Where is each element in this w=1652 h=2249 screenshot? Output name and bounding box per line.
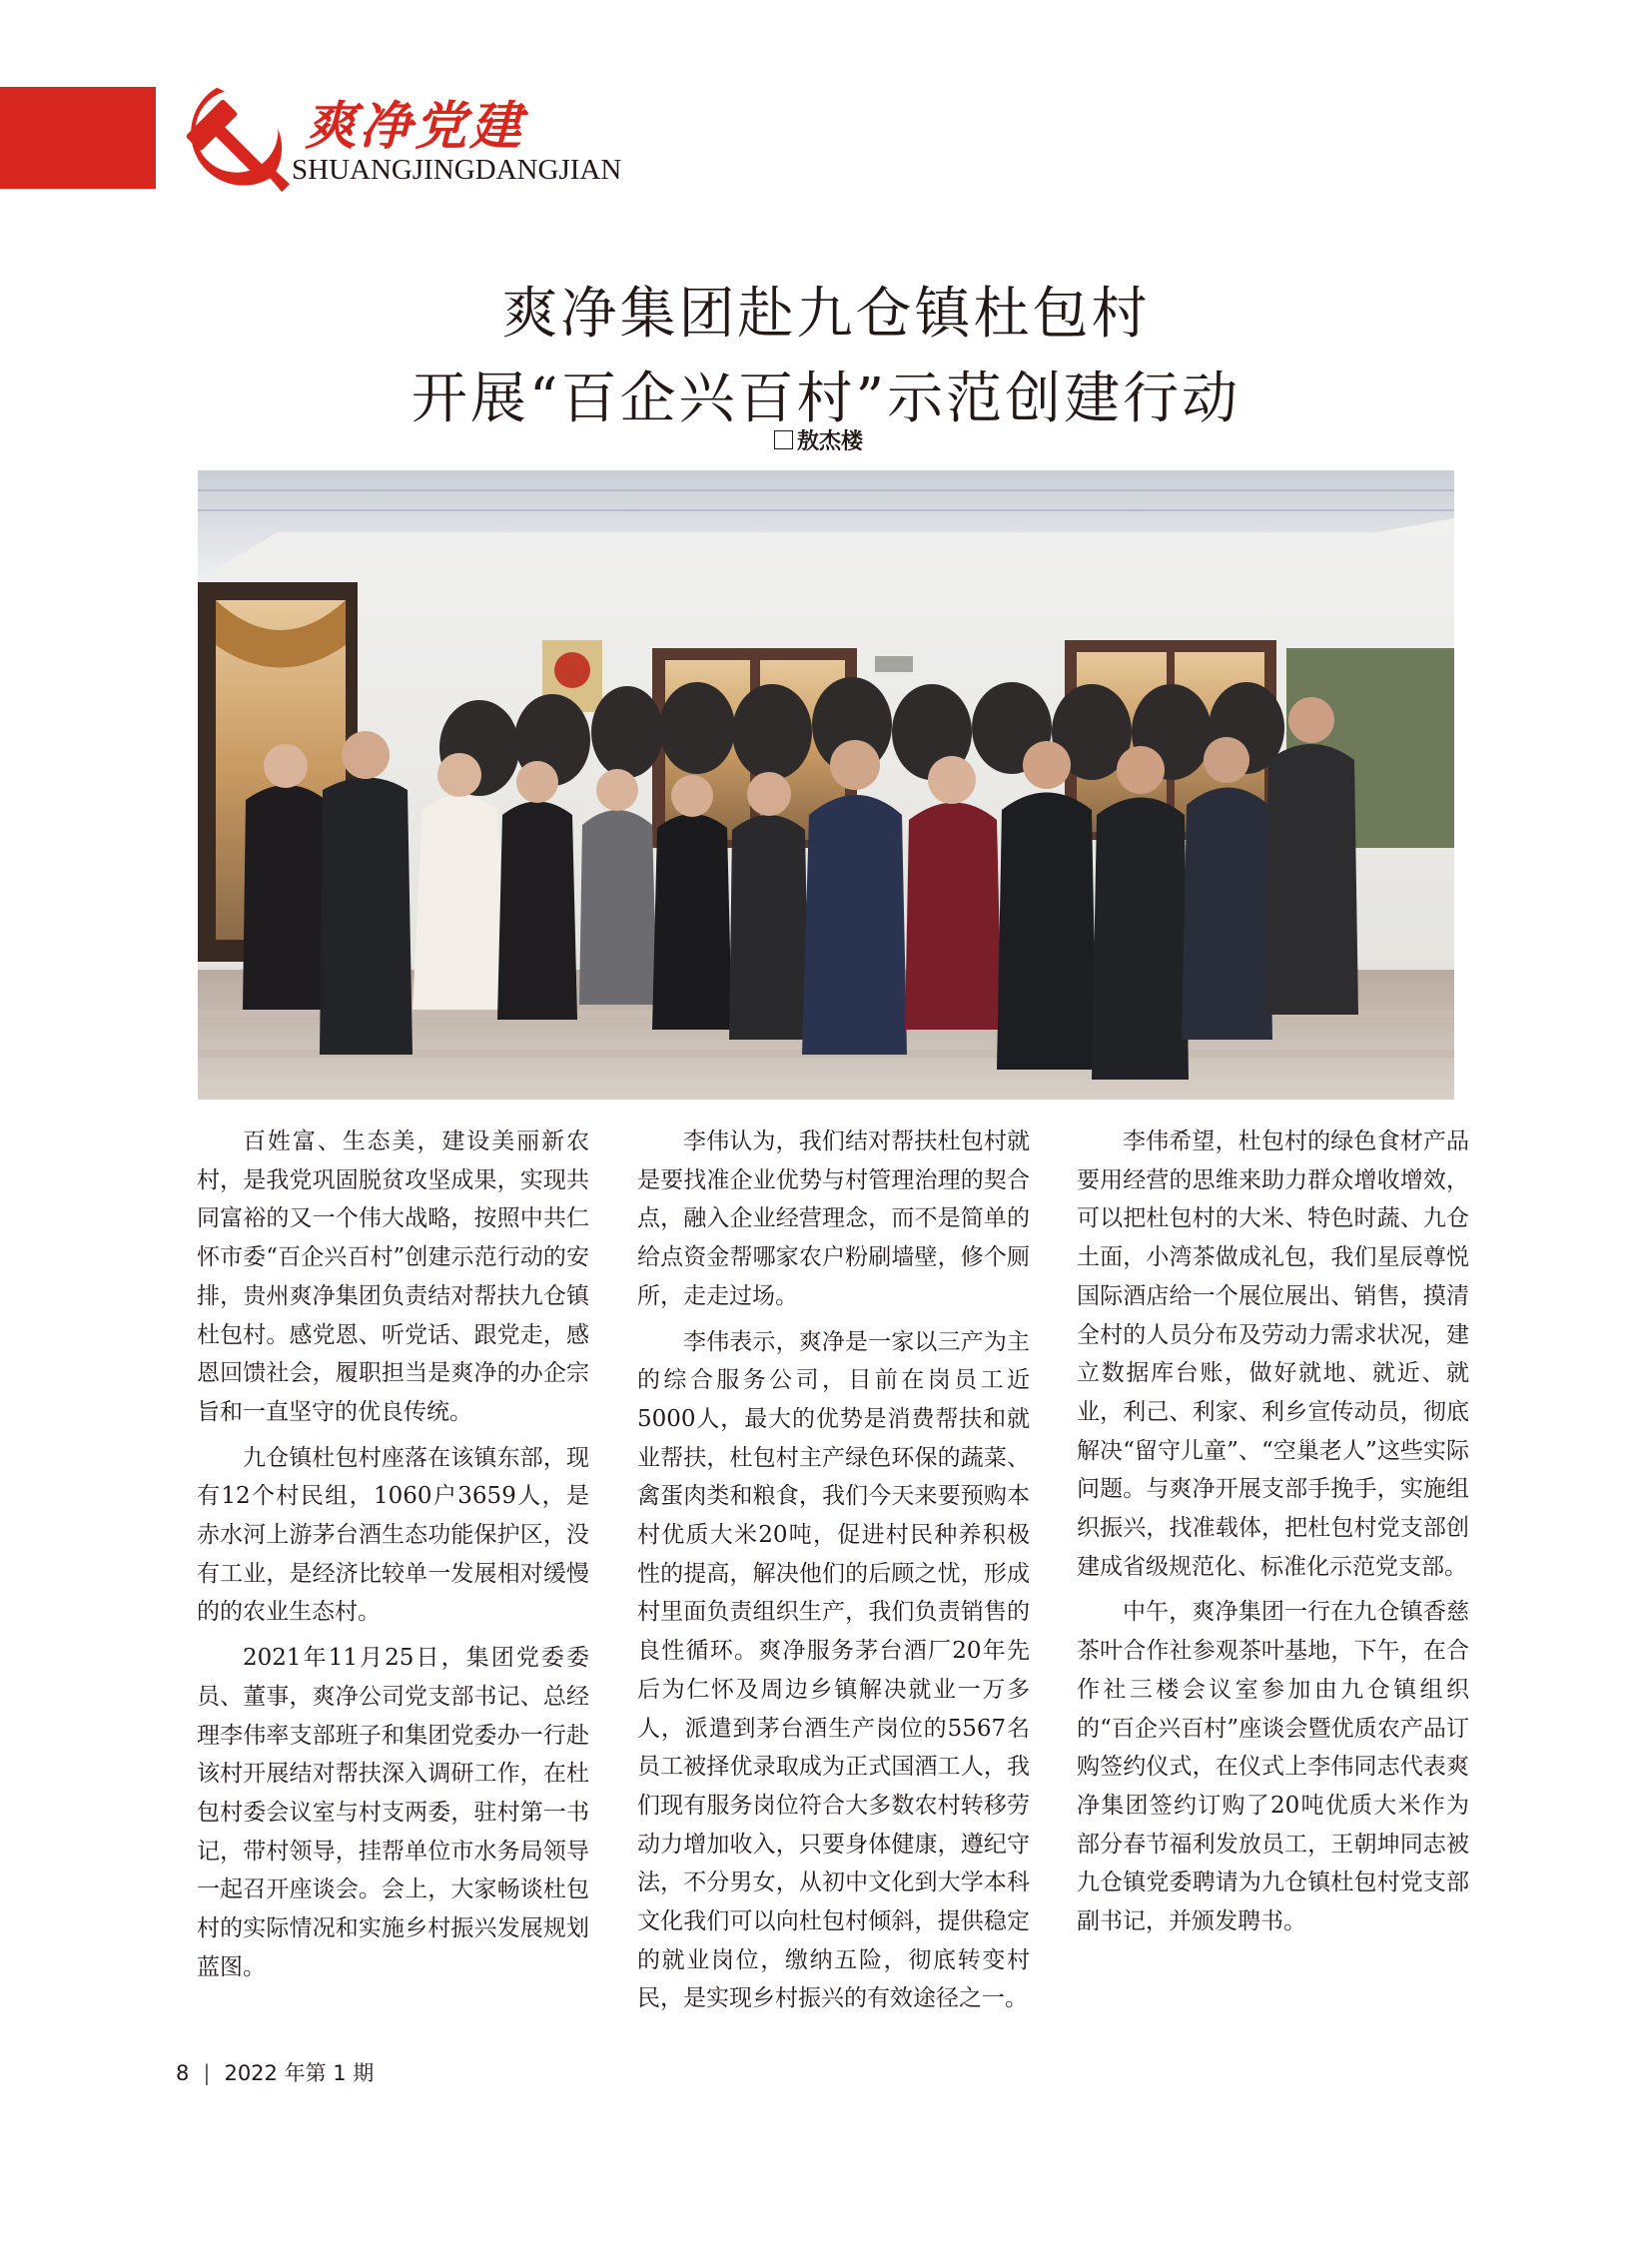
- hammer-sickle-icon: [160, 70, 298, 208]
- article-column-2: [637, 1123, 1030, 2025]
- paragraph: 中午，爽净集团一行在九仓镇香慈茶叶合作社参观茶叶基地，下午，在合作社三楼会议室参加由九仓镇组织的“百企兴百村”座谈会暨优质农产品订购签约仪式，在仪式上李伟同志代表爽净集团签约订购了20吨优质大米作为部分春节福利发放员工，王朝坤同志被九仓镇党委聘请为九仓镇杜包村党支部副书记，并颁发聘书。: [1077, 1599, 1469, 1935]
- author-name: 敖杰楼: [797, 429, 864, 454]
- article-title-line2: 开展“百企兴百村”示范创建行动: [411, 367, 1241, 431]
- issue-label: 2022 年第 1 期: [224, 2061, 375, 2085]
- paragraph: 2021年11月25日，集团党委委员、董事，爽净公司党支部书记、总经理李伟率支部班子和集团党委办一行赴该村开展结对帮扶深入调研工作，在杜包村委会议室与村支两委，驻村第一书记，带村领导，挂帮单位市水务局领导一起召开座谈会。会上，大家畅谈杜包村的实际情况和实施乡村振兴发展规划蓝图。: [197, 1645, 589, 1980]
- page-number: 8: [176, 2061, 190, 2085]
- brand-title-en: SHUANGJINGDANGJIAN: [292, 154, 622, 186]
- page-footer: [176, 2057, 374, 2087]
- paragraph: 李伟表示，爽净是一家以三产为主的综合服务公司，目前在岗员工近5000人，最大的优势是消费帮扶和就业帮扶，杜包村主产绿色环保的蔬菜、禽蛋肉类和粮食，我们今天来要预购本村优质大米20吨，促进村民种养积极性的提高，解决他们的后顾之忧，形成村里面负责组织生产，我们负责销售的良性循环。爽净服务茅台酒厂20年先后为仁怀及周边乡镇解决就业一万多人，派遣到茅台酒生产岗位的5567名员工被择优录取成为正式国酒工人，我们现有服务岗位符合大多数农村转移劳动力增加收入，只要身体健康，遵纪守法，不分男女，从初中文化到大学本科文化我们可以向杜包村倾斜，提供稳定的就业岗位，缴纳五险，彻底转变村民，是实现乡村振兴的有效途径之一。: [637, 1328, 1030, 2012]
- paragraph: 李伟希望，杜包村的绿色食材产品要用经营的思维来助力群众增收增效，可以把杜包村的大米、特色时蔬、九仓土面，小湾茶做成礼包，我们星辰尊悦国际酒店给一个展位展出、销售，摸清全村的人员分布及劳动力需求状况，建立数据库台账，做好就地、就近、就业，利己、利家、利乡宣传动员，彻底解决“留守儿童”、“空巢老人”这些实际问题。与爽净开展支部手挽手，实施组织振兴，找准载体，把杜包村党支部创建成省级规范化、标准化示范党支部。: [1077, 1128, 1469, 1580]
- paragraph: 李伟认为，我们结对帮扶杜包村就是要找准企业优势与村管理治理的契合点，融入企业经营理念，而不是简单的给点资金帮哪家农户粉刷墙壁，修个厕所，走走过场。: [637, 1128, 1030, 1309]
- brand-title-cn: 爽净党建: [305, 97, 525, 157]
- article-column-3: [1077, 1123, 1469, 1948]
- footer-separator: |: [203, 2061, 211, 2085]
- group-photo-image: [198, 470, 1454, 1100]
- paragraph: 百姓富、生态美，建设美丽新农村，是我党巩固脱贫攻坚成果，实现共同富裕的又一个伟大战略，按照中共仁怀市委“百企兴百村”创建示范行动的安排，贵州爽净集团负责结对帮扶九仓镇杜包村。感党恩、听党话、跟党走，感恩回馈社会，履职担当是爽净的办企宗旨和一直坚守的优良传统。: [197, 1128, 589, 1425]
- header-red-bar: [0, 87, 156, 189]
- article-column-1: [197, 1123, 589, 1993]
- byline-box-icon: [774, 430, 793, 449]
- author-byline: [774, 424, 863, 455]
- paragraph: 九仓镇杜包村座落在该镇东部，现有12个村民组，1060户3659人，是赤水河上游茅台酒生态功能保护区，没有工业，是经济比较单一发展相对缓慢的的农业生态村。: [197, 1444, 589, 1626]
- article-title-line1: 爽净集团赴九仓镇杜包村: [501, 282, 1151, 347]
